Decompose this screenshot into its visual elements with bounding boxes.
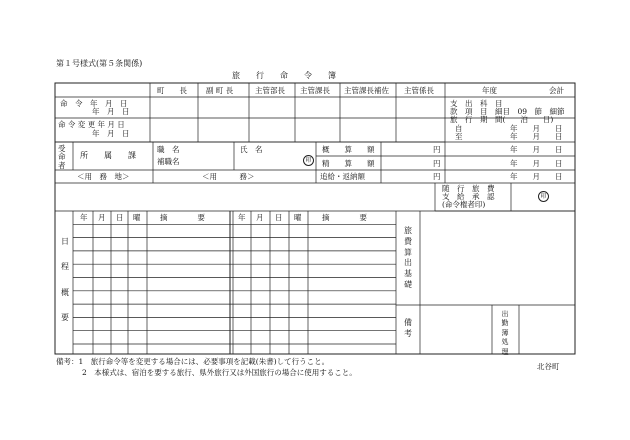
- sched-right-col-weekday: 曜: [294, 213, 302, 222]
- traveler-purpose-label: ＜用 務＞: [202, 172, 255, 181]
- period-from-ymd: 年 月 日: [510, 124, 563, 133]
- sched-side-label-3: 概: [61, 288, 69, 297]
- amount-estimate-label: 概 算 額: [322, 145, 375, 154]
- sched-right-col-day: 日: [275, 213, 283, 222]
- period-label: 旅 行 期 間( 泊 日): [450, 115, 554, 124]
- traveler-seal-mark: 印: [303, 155, 314, 166]
- sched-left-col-year: 年: [80, 213, 88, 222]
- fee-approval-line3: (命令権者印): [442, 200, 486, 209]
- traveler-assistant-label: 補職名: [157, 157, 180, 166]
- sched-left-col-summary: 摘 要: [160, 213, 205, 222]
- sched-right-col-summary: 摘 要: [322, 213, 367, 222]
- period-to-label: 至: [455, 132, 463, 141]
- sched-side-label-2: 程: [61, 262, 69, 271]
- approval-deputy: 副 町 長: [206, 86, 234, 95]
- period-to-ymd: 年 月 日: [510, 132, 563, 141]
- traveler-side-label: 受命者: [58, 144, 66, 170]
- fee-approval-seal-mark: 印: [538, 191, 549, 202]
- sched-side-label-4: 要: [61, 313, 69, 322]
- budget-year-label: 年度: [482, 86, 497, 95]
- note-1: 備考：1 旅行命令等を変更する場合には、必要事項を記載(朱書)して行うこと。: [56, 357, 330, 366]
- traveler-position-label: 職 名: [157, 145, 180, 154]
- order-change-date-label: 命 令 変 更 年 月 日: [58, 120, 125, 129]
- amount-estimate-yen: 円: [433, 145, 441, 154]
- traveler-destination-label: ＜用 務 地＞: [77, 172, 130, 181]
- town-name: 北谷町: [537, 362, 560, 371]
- form-number: 第１号様式(第５条関係): [56, 59, 143, 68]
- period-from-label: 自: [455, 124, 463, 133]
- amount-settle-date: 年 月 日: [510, 159, 563, 168]
- amount-settle-yen: 円: [433, 159, 441, 168]
- fee-approval-line1: 随 行 旅 費: [442, 184, 495, 193]
- sched-left-col-day: 日: [116, 213, 124, 222]
- amount-estimate-date: 年 月 日: [510, 145, 563, 154]
- form-title: 旅 行 命 令 簿: [232, 71, 336, 80]
- order-date-label: 命 令 年 月 日: [60, 99, 128, 108]
- remarks-label: 備考: [404, 318, 412, 338]
- basis-label: 旅費算出基礎: [404, 226, 412, 289]
- sched-left-col-weekday: 曜: [133, 213, 141, 222]
- fee-approval-line2: 支 給 承 認: [442, 192, 495, 201]
- amount-settle-label: 精 算 額: [322, 159, 375, 168]
- approval-section-head: 主管課長: [300, 86, 330, 95]
- traveler-dept-label: 所 属 課: [80, 151, 136, 160]
- approval-dept-head: 主管部長: [255, 86, 285, 95]
- amount-refund-label: 追給・返納額: [320, 172, 365, 181]
- budget-account-label: 会計: [549, 86, 564, 95]
- approval-chief: 主管係長: [404, 86, 434, 95]
- approval-town-head: 町 長: [157, 86, 187, 95]
- budget-item-line: 款 項 目 細目 09 節 細節: [450, 107, 565, 116]
- sched-right-col-year: 年: [238, 213, 246, 222]
- sched-right-col-month: 月: [256, 213, 264, 222]
- approval-assistant: 主管課長補佐: [344, 86, 389, 95]
- traveler-name-label: 氏 名: [240, 145, 263, 154]
- order-date-ymd: 年 月 日: [92, 107, 130, 116]
- note-2: 2 本様式は、宿泊を要する旅行、県外旅行又は外国旅行の場合に使用すること。: [82, 368, 357, 377]
- sched-side-label-1: 日: [61, 237, 69, 246]
- amount-refund-yen: 円: [433, 172, 441, 181]
- sched-left-col-month: 月: [98, 213, 106, 222]
- budget-payment-subject: 支 出 科 目: [450, 99, 503, 108]
- order-change-date-ymd: 年 月 日: [92, 129, 130, 138]
- attendance-label: 出勤簿処理: [501, 310, 509, 356]
- amount-refund-date: 年 月 日: [510, 172, 563, 181]
